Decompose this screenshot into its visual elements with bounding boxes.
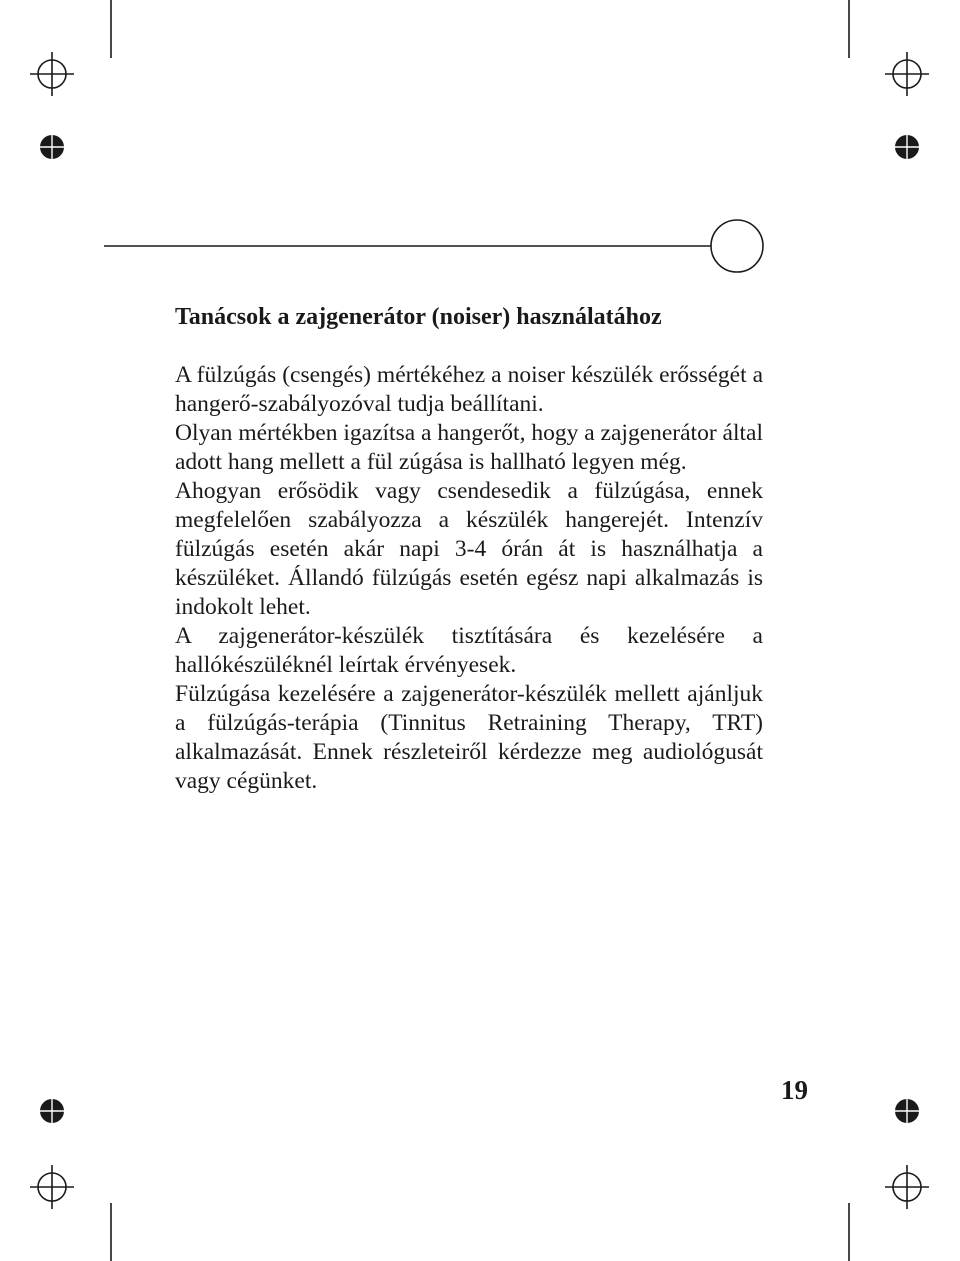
body-text bbox=[175, 361, 763, 796]
registration-dot-top-right bbox=[895, 135, 919, 159]
header-circle bbox=[711, 220, 763, 272]
registration-mark-top-left bbox=[30, 52, 74, 96]
registration-dot-top-left bbox=[40, 135, 64, 159]
registration-dot-bottom-right bbox=[895, 1099, 919, 1123]
page-number: 19 bbox=[781, 1075, 808, 1105]
paragraph: Fülzúgása kezelésére a zajgenerátor-készülék mellett ajánljuk a fülzúgás-terápia (Tinnitus Retraining Therapy, TRT) alkalmazását. Ennek részleteiről kérdezze meg audiológusát vagy cégünket. bbox=[175, 681, 763, 794]
paragraph: Ahogyan erősödik vagy csendesedik a fülzúgása, ennek megfelelően szabályozza a készülék hangerejét. Intenzív fülzúgás esetén akár napi 3-4 órán át is használhatja a készüléket. Állandó fülzúgás esetén egész napi alkalmazás is indokolt lehet. bbox=[175, 478, 763, 620]
page-title: Tanácsok a zajgenerátor (noiser) használatához bbox=[175, 304, 662, 330]
paragraph: A zajgenerátor-készülék tisztítására és kezelésére a hallókészüléknél leírtak érvényesek. bbox=[175, 623, 763, 678]
paragraph: Olyan mértékben igazítsa a hangerőt, hogy a zajgenerátor által adott hang mellett a fül zúgása is hallható legyen még. bbox=[175, 420, 763, 475]
registration-mark-top-right bbox=[885, 52, 929, 96]
registration-mark-bottom-left bbox=[30, 1165, 74, 1209]
registration-dot-bottom-left bbox=[40, 1099, 64, 1123]
registration-mark-bottom-right bbox=[885, 1165, 929, 1209]
paragraph: A fülzúgás (csengés) mértékéhez a noiser készülék erősségét a hangerő-szabályozóval tudja beállítani. bbox=[175, 362, 763, 417]
